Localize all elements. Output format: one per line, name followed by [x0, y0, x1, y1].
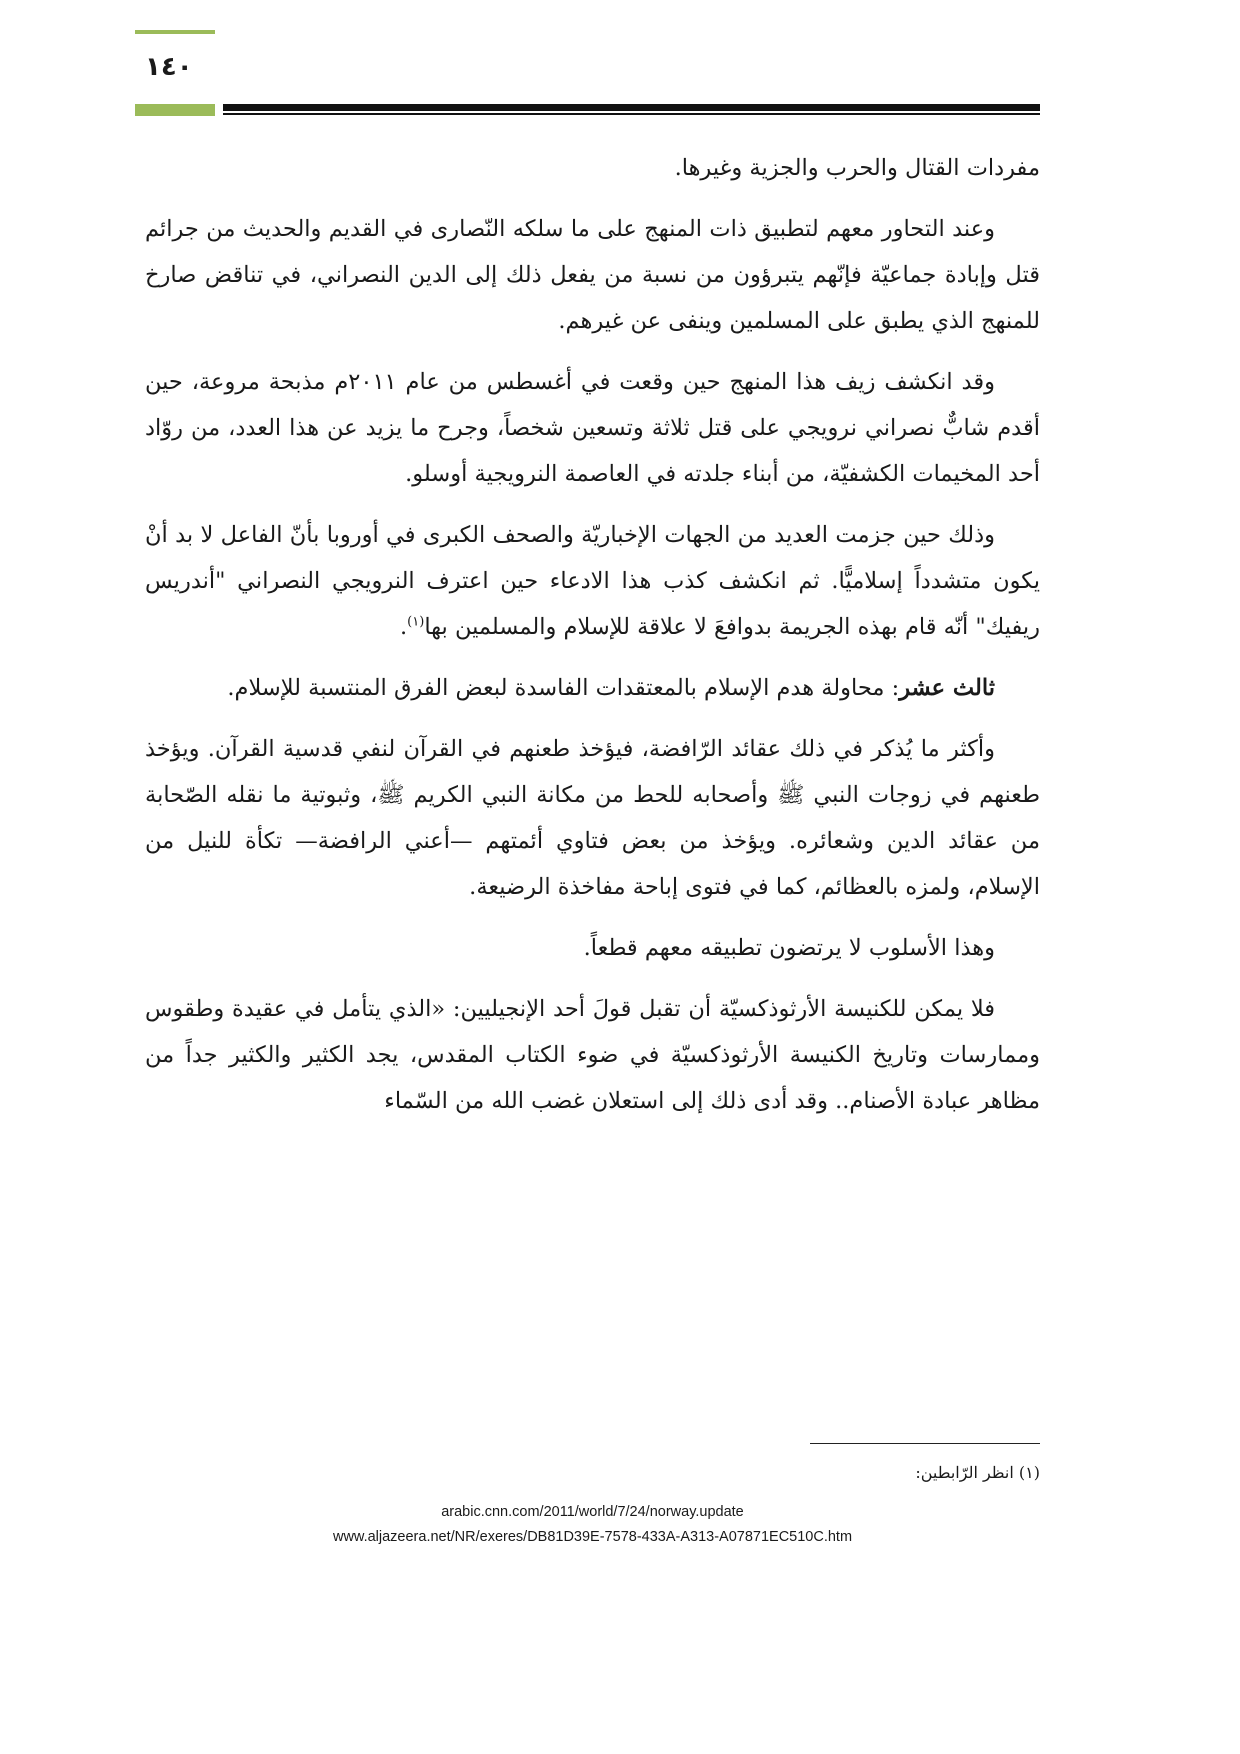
section-heading-paragraph: [145, 665, 1040, 711]
footnote-urls: [145, 1500, 1040, 1550]
footnote-separator: [810, 1443, 1040, 1444]
body-paragraph-4: [145, 512, 1040, 650]
page-body: [145, 145, 1040, 1139]
footnote-marker: (١): [407, 614, 425, 630]
page-number: ١٤٠: [145, 52, 193, 82]
footnote-url-1: arabic.cnn.com/2011/world/7/24/norway.update: [441, 1504, 744, 1520]
header-rule-thick-line: [223, 104, 1040, 111]
body-paragraph-2: وعند التحاور معهم لتطبيق ذات المنهج على ما سلكه النّصارى في القديم والحديث من جرائم قتل وإبادة جماعيّة فإنّهم يتبرؤون من نسبة من يفعل ذلك إلى الدين النصراني، في تناقض صارخ للمنهج الذي يطبق على المسلمين وينفى عن غيرهم.: [145, 216, 1040, 334]
page-number-block: [135, 30, 215, 80]
body-paragraph-6: وأكثر ما يُذكر في ذلك عقائد الرّافضة، فيؤخذ طعنهم في القرآن لنفي قدسية القرآن. ويؤخذ طعنهم في زوجات النبي ﷺ وأصحابه للحط من مكانة النبي الكريم ﷺ، وثبوتية ما نقله الصّحابة من عقائد الدين وشعائره. ويؤخذ من بعض فتاوي أئمتهم —أعني الرافضة— تكأة للنيل من الإسلام، ولمزه بالعظائم، كما في فتوى إباحة مفاخذة الرضيعة.: [145, 736, 1040, 900]
footnote-label: (١) انظر الرّابطين:: [915, 1463, 1040, 1482]
body-paragraph-7: وهذا الأسلوب لا يرتضون تطبيقه معهم قطعاً.: [583, 935, 995, 961]
section-heading: ثالث عشر: [899, 675, 995, 701]
body-paragraph-3: وقد انكشف زيف هذا المنهج حين وقعت في أغسطس من عام ٢٠١١م مذبحة مروعة، حين أقدم شابٌّ نصراني نرويجي على قتل ثلاثة وتسعين شخصاً، وجرح ما يزيد عن هذا العدد، من روّاد أحد المخيمات الكشفيّة، من أبناء جلدته في العاصمة النرويجية أوسلو.: [145, 369, 1040, 487]
paragraph-4-text: وذلك حين جزمت العديد من الجهات الإخباريّة والصحف الكبرى في أوروبا بأنّ الفاعل لا بد أنْ يكون متشدداً إسلاميًّا. ثم انكشف كذب هذا الادعاء حين اعترف النرويجي النصراني "أندريس ريفيك" أنّه قام بهذه الجريمة بدوافعَ لا علاقة للإسلام والمسلمين بها: [145, 522, 1040, 640]
section-heading-text: : محاولة هدم الإسلام بالمعتقدات الفاسدة لبعض الفرق المنتسبة للإسلام.: [227, 675, 900, 701]
header-rule-accent: [135, 104, 215, 116]
footnote-url-2: www.aljazeera.net/NR/exeres/DB81D39E-7578-433A-A313-A07871EC510C.htm: [332, 1529, 853, 1545]
body-paragraph-1: مفردات القتال والحرب والجزية وغيرها.: [674, 155, 1040, 181]
header-rule: [135, 104, 1040, 116]
header-rule-thin-line: [223, 113, 1040, 115]
page-number-top-rule: [135, 30, 215, 34]
body-paragraph-8: فلا يمكن للكنيسة الأرثوذكسيّة أن تقبل قولَ أحد الإنجيليين: «الذي يتأمل في عقيدة وطقوس وممارسات وتاريخ الكنيسة الأرثوذكسيّة في ضوء الكتاب المقدس، يجد الكثير والكثير جداً من مظاهر عبادة الأصنام.. وقد أدى ذلك إلى استعلان غضب الله من السّماء: [145, 996, 1040, 1114]
paragraph-4-end: .: [400, 614, 408, 640]
